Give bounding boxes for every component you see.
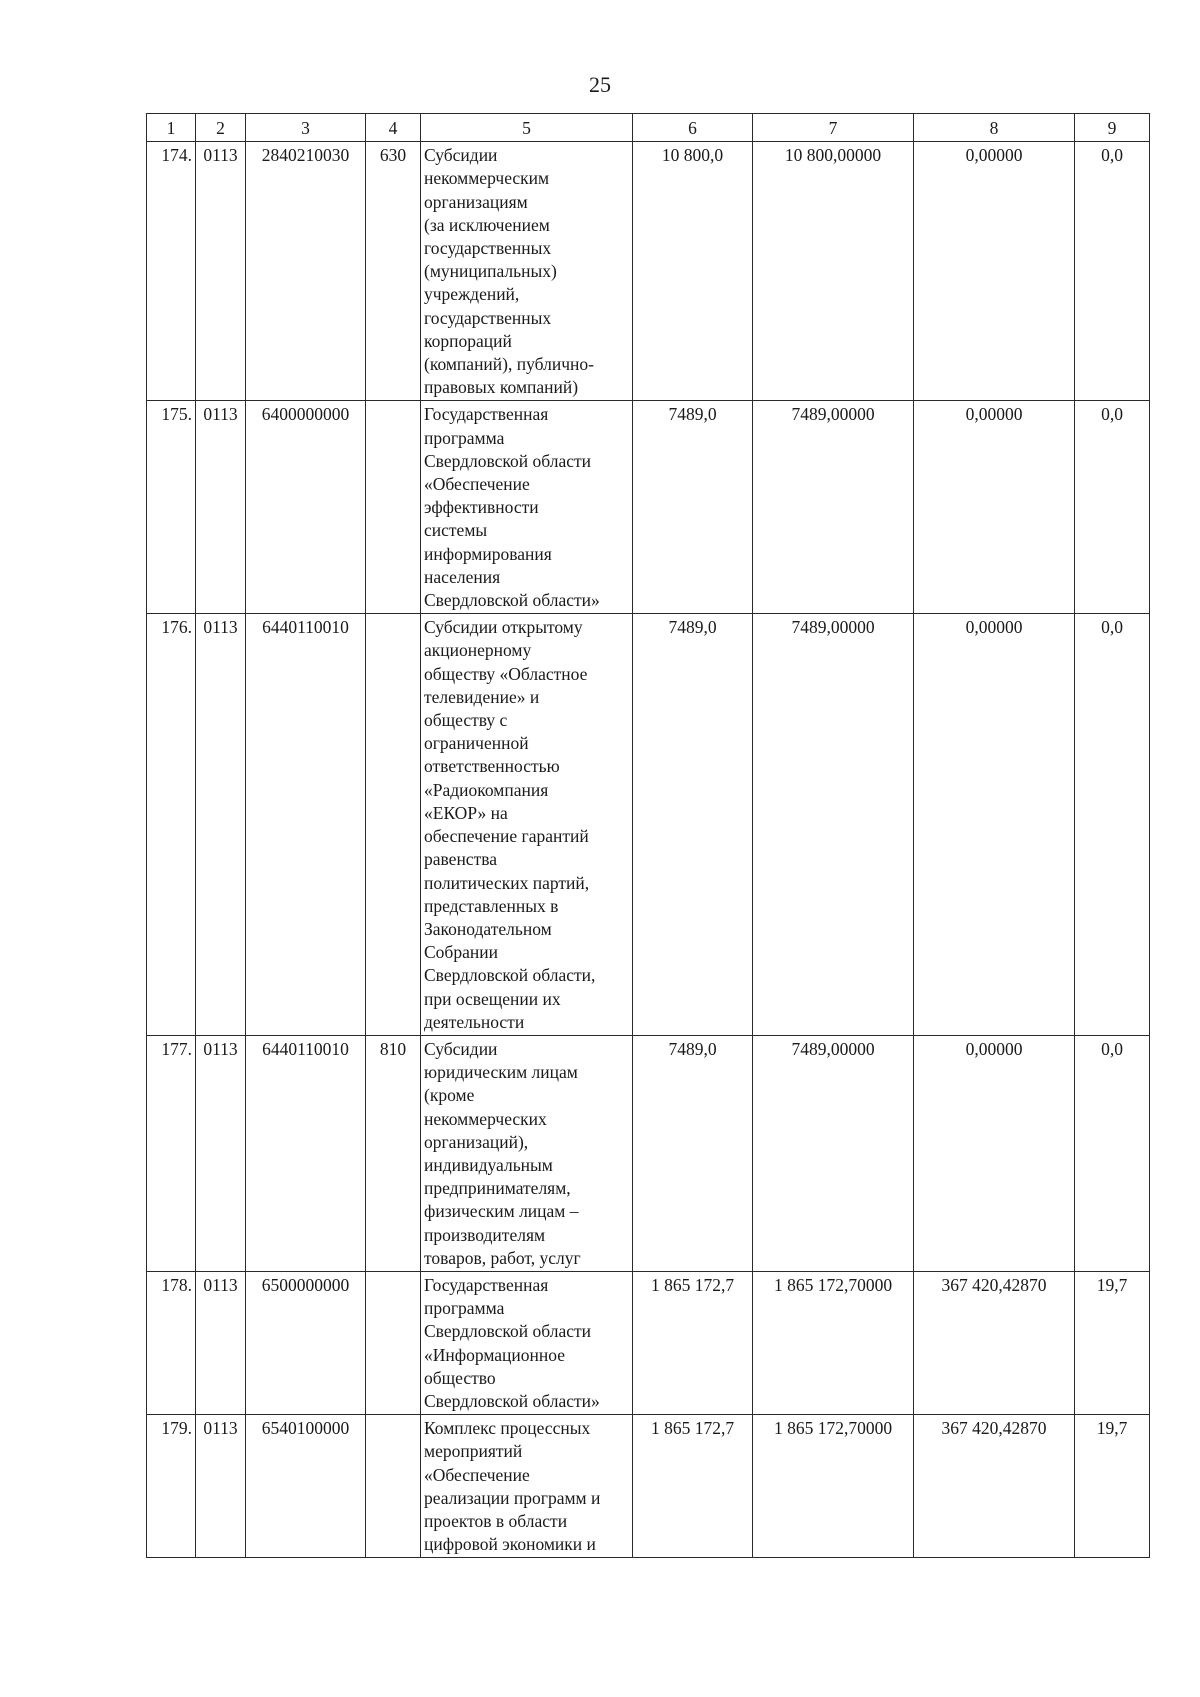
column-header: 2 xyxy=(196,114,246,142)
item-name-cell xyxy=(421,1035,633,1271)
target-article-cell: 6400000000 xyxy=(246,401,366,614)
planned-amount-cell: 10 800,0 xyxy=(633,142,753,401)
item-name-cell xyxy=(421,142,633,401)
item-name-line: производителям xyxy=(424,1224,546,1245)
column-header: 6 xyxy=(633,114,753,142)
item-name-line: системы xyxy=(424,520,488,541)
planned-amount-cell: 7489,0 xyxy=(633,614,753,1036)
item-name-line: (за исключением xyxy=(424,214,550,235)
execution-percent-cell: 0,0 xyxy=(1075,142,1150,401)
item-name-cell xyxy=(421,1415,633,1558)
item-name-line: «ЕКОР» на xyxy=(424,802,508,823)
section-code-cell: 0113 xyxy=(196,401,246,614)
row-number-cell: 174. xyxy=(147,142,196,401)
item-name-line: государственных xyxy=(424,238,552,259)
table-row xyxy=(147,142,1150,401)
item-name-cell xyxy=(421,614,633,1036)
item-name-line: населения xyxy=(424,566,501,587)
approved-amount-cell: 7489,00000 xyxy=(753,401,914,614)
item-name-line: общество xyxy=(424,1367,496,1388)
item-name-cell xyxy=(421,1271,633,1414)
table-row xyxy=(147,1035,1150,1271)
item-name-line: обеспечение гарантий xyxy=(424,826,589,847)
item-name-line: товаров, работ, услуг xyxy=(424,1247,581,1268)
item-name-line: некоммерческим xyxy=(424,168,550,189)
item-name-line: обществу с xyxy=(424,710,508,731)
item-name-line: обществу «Областное xyxy=(424,663,588,684)
item-name-line: организациям xyxy=(424,191,528,212)
item-name-line: мероприятий xyxy=(424,1441,523,1462)
item-name-line: цифровой экономики и xyxy=(424,1534,596,1555)
execution-percent-cell: 19,7 xyxy=(1075,1271,1150,1414)
item-name-line: учреждений, xyxy=(424,284,520,305)
item-name-line: Свердловской области xyxy=(424,450,592,471)
table-row xyxy=(147,614,1150,1036)
item-name-line: программа xyxy=(424,427,505,448)
column-header: 8 xyxy=(914,114,1075,142)
item-name-line: (кроме xyxy=(424,1085,475,1106)
approved-amount-cell: 7489,00000 xyxy=(753,1035,914,1271)
executed-amount-cell: 0,00000 xyxy=(914,401,1075,614)
table-row xyxy=(147,1415,1150,1558)
item-name-line: корпораций xyxy=(424,330,512,351)
executed-amount-cell: 0,00000 xyxy=(914,1035,1075,1271)
item-name-line: телевидение» и xyxy=(424,686,540,707)
executed-amount-cell: 367 420,42870 xyxy=(914,1271,1075,1414)
item-name-line: политических партий, xyxy=(424,872,590,893)
item-name-line: Свердловской области» xyxy=(424,1390,600,1411)
item-name-line: Свердловской области xyxy=(424,1321,592,1342)
item-name-cell xyxy=(421,401,633,614)
item-name-line: Субсидии открытому xyxy=(424,617,583,638)
item-name-line: акционерному xyxy=(424,640,532,661)
table-row xyxy=(147,401,1150,614)
expense-type-cell xyxy=(366,1415,421,1558)
item-name-line: организаций), xyxy=(424,1131,529,1152)
item-name-line: программа xyxy=(424,1298,505,1319)
item-name-line: Законодательном xyxy=(424,918,552,939)
item-name-line: Субсидии xyxy=(424,145,498,166)
expense-type-cell xyxy=(366,401,421,614)
expense-type-cell xyxy=(366,614,421,1036)
item-name-line: Свердловской области» xyxy=(424,590,600,611)
column-header: 3 xyxy=(246,114,366,142)
item-name-line: юридическим лицам xyxy=(424,1062,578,1083)
column-header: 4 xyxy=(366,114,421,142)
item-name-line: предпринимателям, xyxy=(424,1178,571,1199)
section-code-cell: 0113 xyxy=(196,614,246,1036)
approved-amount-cell: 1 865 172,70000 xyxy=(753,1271,914,1414)
item-name-line: при освещении их xyxy=(424,988,561,1009)
column-header: 7 xyxy=(753,114,914,142)
approved-amount-cell: 1 865 172,70000 xyxy=(753,1415,914,1558)
item-name-line: «Обеспечение xyxy=(424,474,530,495)
target-article-cell: 6500000000 xyxy=(246,1271,366,1414)
target-article-cell: 2840210030 xyxy=(246,142,366,401)
item-name-line: «Радиокомпания xyxy=(424,779,549,800)
page-number: 25 xyxy=(589,72,611,97)
item-name-line: Свердловской области, xyxy=(424,965,596,986)
item-name-line: физическим лицам – xyxy=(424,1201,579,1222)
approved-amount-cell: 7489,00000 xyxy=(753,614,914,1036)
item-name-line: Собрании xyxy=(424,942,498,963)
target-article-cell: 6440110010 xyxy=(246,1035,366,1271)
item-name-line: (муниципальных) xyxy=(424,261,557,282)
item-name-line: «Информационное xyxy=(424,1344,565,1365)
item-name-line: представленных в xyxy=(424,895,559,916)
approved-amount-cell: 10 800,00000 xyxy=(753,142,914,401)
item-name-line: Субсидии xyxy=(424,1038,498,1059)
row-number-cell: 179. xyxy=(147,1415,196,1558)
item-name-line: ответственностью xyxy=(424,756,560,777)
executed-amount-cell: 0,00000 xyxy=(914,614,1075,1036)
expense-type-cell: 630 xyxy=(366,142,421,401)
expense-type-cell: 810 xyxy=(366,1035,421,1271)
budget-table xyxy=(146,113,1150,1558)
section-code-cell: 0113 xyxy=(196,1415,246,1558)
section-code-cell: 0113 xyxy=(196,1035,246,1271)
item-name-line: Государственная xyxy=(424,404,549,425)
item-name-line: (компаний), публично- xyxy=(424,354,594,375)
section-code-cell: 0113 xyxy=(196,1271,246,1414)
table-row xyxy=(147,1271,1150,1414)
executed-amount-cell: 367 420,42870 xyxy=(914,1415,1075,1558)
executed-amount-cell: 0,00000 xyxy=(914,142,1075,401)
planned-amount-cell: 1 865 172,7 xyxy=(633,1415,753,1558)
item-name-line: проектов в области xyxy=(424,1510,568,1531)
execution-percent-cell: 19,7 xyxy=(1075,1415,1150,1558)
header-row xyxy=(147,114,1150,142)
item-name-line: информирования xyxy=(424,543,552,564)
item-name-line: Комплекс процессных xyxy=(424,1418,591,1439)
row-number-cell: 178. xyxy=(147,1271,196,1414)
target-article-cell: 6440110010 xyxy=(246,614,366,1036)
column-header: 1 xyxy=(147,114,196,142)
item-name-line: ограниченной xyxy=(424,733,529,754)
target-article-cell: 6540100000 xyxy=(246,1415,366,1558)
planned-amount-cell: 1 865 172,7 xyxy=(633,1271,753,1414)
item-name-line: правовых компаний) xyxy=(424,377,579,398)
item-name-line: «Обеспечение xyxy=(424,1464,530,1485)
section-code-cell: 0113 xyxy=(196,142,246,401)
item-name-line: реализации программ и xyxy=(424,1487,601,1508)
planned-amount-cell: 7489,0 xyxy=(633,401,753,614)
item-name-line: Государственная xyxy=(424,1274,549,1295)
planned-amount-cell: 7489,0 xyxy=(633,1035,753,1271)
item-name-line: эффективности xyxy=(424,497,539,518)
row-number-cell: 176. xyxy=(147,614,196,1036)
item-name-line: индивидуальным xyxy=(424,1154,553,1175)
expense-type-cell xyxy=(366,1271,421,1414)
item-name-line: равенства xyxy=(424,849,498,870)
row-number-cell: 177. xyxy=(147,1035,196,1271)
item-name-line: некоммерческих xyxy=(424,1108,547,1129)
row-number-cell: 175. xyxy=(147,401,196,614)
execution-percent-cell: 0,0 xyxy=(1075,614,1150,1036)
item-name-line: государственных xyxy=(424,307,552,328)
column-header: 5 xyxy=(421,114,633,142)
column-header: 9 xyxy=(1075,114,1150,142)
item-name-line: деятельности xyxy=(424,1011,525,1032)
execution-percent-cell: 0,0 xyxy=(1075,401,1150,614)
execution-percent-cell: 0,0 xyxy=(1075,1035,1150,1271)
